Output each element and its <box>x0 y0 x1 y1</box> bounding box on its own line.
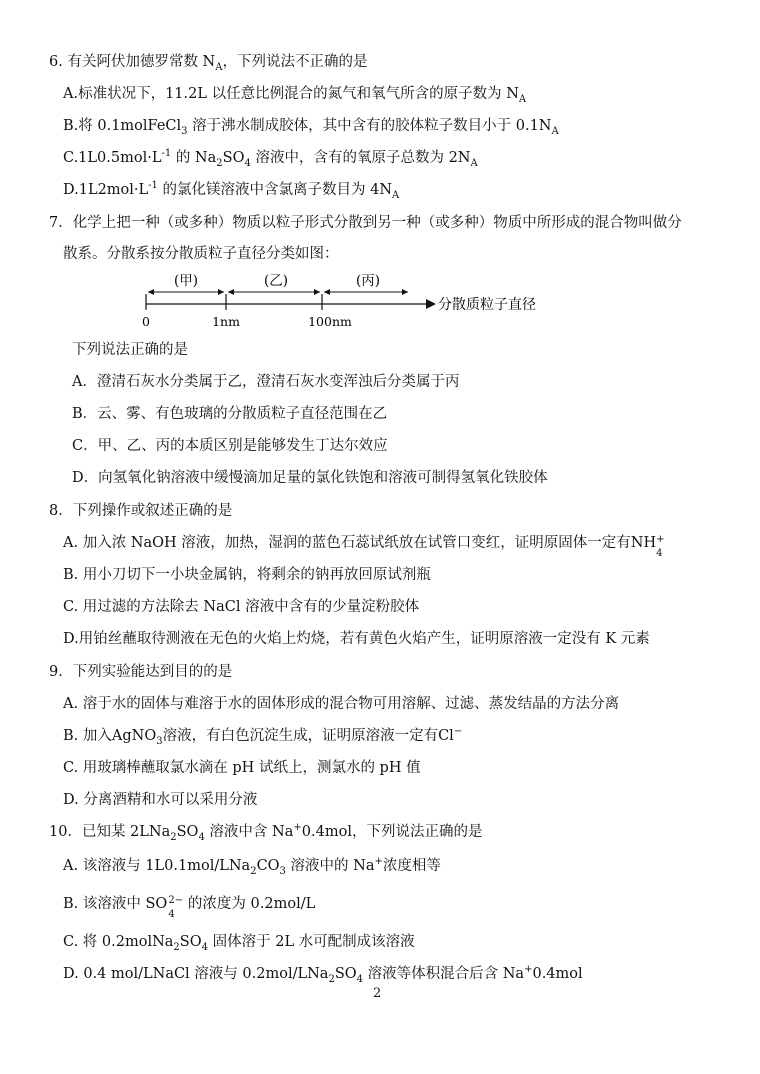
q7-prompt: 下列说法正确的是 <box>72 342 188 358</box>
q9-stem: 9．下列实验能达到目的的是 <box>49 664 233 680</box>
q7-option-d: D．向氢氧化钠溶液中缓慢滴加足量的氯化铁饱和溶液可制得氢氧化铁胶体 <box>72 470 548 486</box>
q10-option-d: D. 0.4 mol/LNaCl 溶液与 $0.2mol/LNa_2SO_4$ 溶液等体积混合后含 Na+0.4mol <box>63 964 583 985</box>
axis-arrow-icon <box>426 299 436 309</box>
q7-option-c: C．甲、乙、丙的本质区别是能够发生丁达尔效应 <box>72 438 388 454</box>
axis-label: 分散质粒子直径 <box>438 297 536 313</box>
dispersion-diagram <box>138 268 578 330</box>
q10-stem: 10．已知某 $2LNa_2SO_4$ 溶液中含 Na+0.4mol，下列说法正确的是 <box>49 822 483 843</box>
page-number: 2 <box>373 986 382 1001</box>
q9-option-b: B. 加入AgNO$_3$溶液，有白色沉淀生成，证明原溶液一定有Cl− <box>63 726 463 747</box>
segment-label-bing: (丙) <box>355 273 381 289</box>
q6-option-c: $C.1L0.5mol\cdot L^{-1}$ 的 $Na_2SO_4$ 溶液中，含有的氧原子总数为 $2N_A$ <box>63 148 478 169</box>
q8-option-d: D.用铂丝蘸取待测液在无色的火焰上灼烧，若有黄色火焰产生，证明原溶液一定没有 K 元素 <box>63 631 650 647</box>
q8-option-c: C. 用过滤的方法除去 NaCl 溶液中含有的少量淀粉胶体 <box>63 599 420 615</box>
tick-label-1nm: 1nm <box>212 314 240 329</box>
q9-option-d: D. 分离酒精和水可以采用分液 <box>63 792 258 808</box>
q9-option-c: C. 用玻璃棒蘸取氯水滴在 pH 试纸上，测氯水的 pH 值 <box>63 760 421 776</box>
segment-label-yi: (乙) <box>263 273 289 289</box>
q6-stem: 6. 有关阿伏加德罗常数 $N_A$，下列说法不正确的是 <box>49 54 368 73</box>
segment-label-jia: (甲) <box>173 273 199 289</box>
q6-option-d: $D.1L2mol\cdot L^{-1}$ 的氯化镁溶液中含氯离子数目为 $4N_A$ <box>63 180 400 201</box>
q8-stem: 8．下列操作或叙述正确的是 <box>49 503 233 519</box>
tick-label-100nm: 100nm <box>308 314 352 329</box>
tick-label-0: 0 <box>142 314 150 329</box>
q6-option-a: A.标准状况下，11.2L 以任意比例混合的氮气和氧气所含的原子数为 $N_A$ <box>63 86 527 105</box>
q10-option-b: B. 该溶液中 SO 2− 4 的浓度为 0.2mol/L <box>63 895 316 920</box>
q7-stem-line1: 7．化学上把一种（或多种）物质以粒子形式分散到另一种（或多种）物质中所形成的混合物叫做分 <box>49 215 682 231</box>
q7-stem-line2: 散系。分散系按分散质粒子直径分类如图： <box>63 246 339 262</box>
q6-option-b: B.将 0.1molFeCl$_3$ 溶于沸水制成胶体，其中含有的胶体粒子数目小于 $0.1N_A$ <box>63 118 559 137</box>
q7-option-b: B．云、雾、有色玻璃的分散质粒子直径范围在乙 <box>72 406 388 422</box>
q8-option-a: A. 加入浓 NaOH 溶液，加热，湿润的蓝色石蕊试纸放在试管口变红，证明原固体一定有NH + 4 <box>63 534 665 559</box>
q8-option-b: B. 用小刀切下一小块金属钠，将剩余的钠再放回原试剂瓶 <box>63 567 431 583</box>
q10-option-a: A. 该溶液与 $1L0.1mol/LNa_2CO_3$ 溶液中的 Na+浓度相等 <box>63 856 441 877</box>
q9-option-a: A. 溶于水的固体与难溶于水的固体形成的混合物可用溶解、过滤、蒸发结晶的方法分离 <box>63 696 620 712</box>
q7-option-a: A．澄清石灰水分类属于乙，澄清石灰水变浑浊后分类属于丙 <box>72 374 460 390</box>
q10-option-c: C. 将 $0.2molNa_2SO_4$ 固体溶于 2L 水可配制成该溶液 <box>63 934 415 953</box>
